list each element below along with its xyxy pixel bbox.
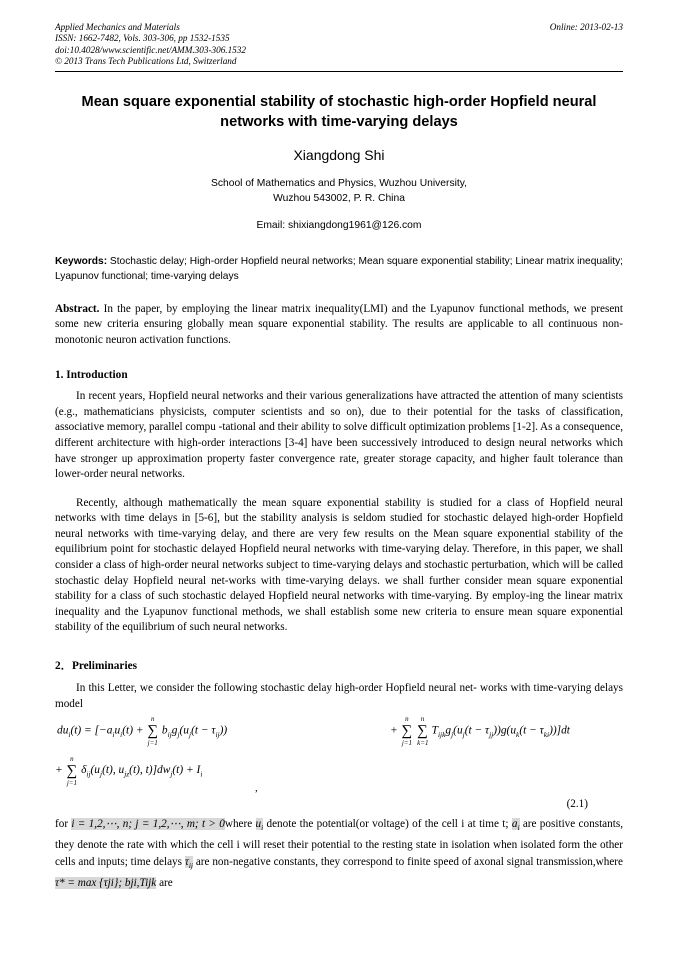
author-email: Email: shixiangdong1961@126.com <box>256 219 422 231</box>
author-name: Xiangdong Shi <box>293 146 385 163</box>
abstract-block <box>55 302 623 349</box>
affiliation-line-1: School of Mathematics and Physics, Wuzhou University, <box>210 177 467 189</box>
after-text-4: are <box>156 877 173 890</box>
doi-line: doi:10.4028/www.scientific.net/AMM.303-306.1532 <box>55 44 246 55</box>
summation-symbol: n ∑ j=1 <box>66 754 78 787</box>
intro-paragraph-2: Recently, although mathematically the mean square exponential stability is studied for a class of Hopfield neural networks with time delays in [5-6], but the stability analysis is seldom studied for stochastic delayed high-order Hopfield neural networks with time-varying delay, and there are very few results on the Mean square exponential stability of the equilibrium point for stochastic delayed Hopfield neural networks with time-varying delay. Therefore, in this paper, we shall consider a class of high-order neural networks subject to time-varying delays and stochastic perturbation, which will be called stochastic delay Hopfield neural net-works with time-varying delays. we shall further consider mean square exponential stability for a class of such stochastic delayed Hopfield neural networks with time-varying. By employ-ing the linear matrix inequality and the Lyapunov functional methods, we shall establish some new criteria to ensure mean square exponential stability of the equilibrium of such neural networks. <box>55 496 623 634</box>
copyright-line: © 2013 Trans Tech Publications Ltd, Switzerland <box>55 56 237 67</box>
equation-2-1-row-1 <box>55 715 623 750</box>
header-divider <box>55 71 623 72</box>
symbol-tau-ij: $\tau_{ij}$ <box>184 856 193 871</box>
after-text-2: are positive constants, they denote the rate with which the cell i will reset their potential to the resting state in isolation when isolated form the other cells and inputs; time delays <box>55 818 623 869</box>
after-text-1b: denote the potential(or voltage) of the cell i at time t; <box>263 818 512 831</box>
page-title: Mean square exponential stability of stochastic high-order Hopfield neural networks with time-varying delays <box>81 93 597 130</box>
symbol-u-i: $u_i$ <box>255 818 264 833</box>
issn-line: ISSN: 1662-7482, Vols. 303-306, pp 1532-1535 <box>55 33 230 44</box>
prelim-paragraph-1: In this Letter, we consider the following stochastic delay high-order Hopfield neural net- works with time-varying delays model <box>55 682 623 710</box>
section-heading-preliminaries: 2．Preliminaries <box>55 660 137 673</box>
equation-conditions-text <box>55 816 623 892</box>
equation-rhs: + n ∑ j=1 n ∑ k=1 $T_{ijk}g_j(u_j(t - \tau_{jj}))g(u_k(t - \tau_{ki}))]dt$ <box>390 715 570 748</box>
equation-lhs: $du_i(t) = [-a_iu_i(t)$ + n ∑ j=1 $b_{ij}g_j(u_j(t - \tau_{ij}))$ <box>57 715 228 748</box>
keywords-text: Stochastic delay; High-order Hopfield neural networks; Mean square exponential stability; Linear matrix inequality; Lyapunov functional; time-varying delays <box>55 255 623 283</box>
equation-comma: , <box>255 782 258 795</box>
abstract-text: In the paper, by employing the linear matrix inequality(LMI) and the Lyapunov functional methods, we present some new criteria ensuring globally mean square exponential stability. The results are applicable to all continuous non-monotonic neuron activation functions. <box>55 302 623 346</box>
page-header <box>55 22 623 68</box>
keywords-block <box>55 254 623 285</box>
affiliation <box>55 176 623 206</box>
abstract-label: Abstract. <box>55 302 100 315</box>
equation-number: (2.1) <box>566 798 588 811</box>
after-text-1: where <box>224 818 256 831</box>
equation-2-1-row-2 <box>55 754 623 787</box>
cond-math: i = 1,2,⋯, n; j = 1,2,⋯, m; t > 0 <box>71 818 225 831</box>
summation-symbol: n ∑ j=1 <box>147 715 159 748</box>
keywords-label: Keywords: <box>55 255 108 267</box>
symbol-tau-star: τ* = max {τji}; bji,Tijk <box>55 877 157 890</box>
intro-paragraph-1: In recent years, Hopfield neural networks and their various generalizations have attracted the attention of many scientists (e.g., mathematicians physicists, computer scientists and so on), due to their potential for the tasks of classification, associative memory, parallel compu -tational and their ability to solve difficult optimization problems [1-2]. As a consequence, different architecture with high-order interactions [3-4] have been successively introduced to design neural networks which have stronger up approximation property faster convergence rate, greater storage capacity, and higher fault tolerance than lower-order neural networks. <box>55 390 623 481</box>
summation-symbol: n ∑ k=1 <box>417 715 429 748</box>
symbol-a-i: $a_i$ <box>511 818 520 833</box>
section-heading-introduction: 1. Introduction <box>55 369 128 382</box>
cond-prefix: for <box>55 818 72 831</box>
summation-symbol: n ∑ j=1 <box>401 715 413 748</box>
equation-second-line: + n ∑ j=1 $\delta_{ij}(u_j(t)$, $u_{jz}(t)$, $t)]dw_j(t) + I_i$ <box>55 754 203 787</box>
online-date: Online: 2013-02-13 <box>549 22 623 32</box>
journal-name: Applied Mechanics and Materials <box>55 22 180 32</box>
after-text-3: are non-negative constants, they correspond to finite speed of axonal signal transmission,where <box>192 856 623 869</box>
affiliation-line-2: Wuzhou 543002, P. R. China <box>273 192 405 204</box>
